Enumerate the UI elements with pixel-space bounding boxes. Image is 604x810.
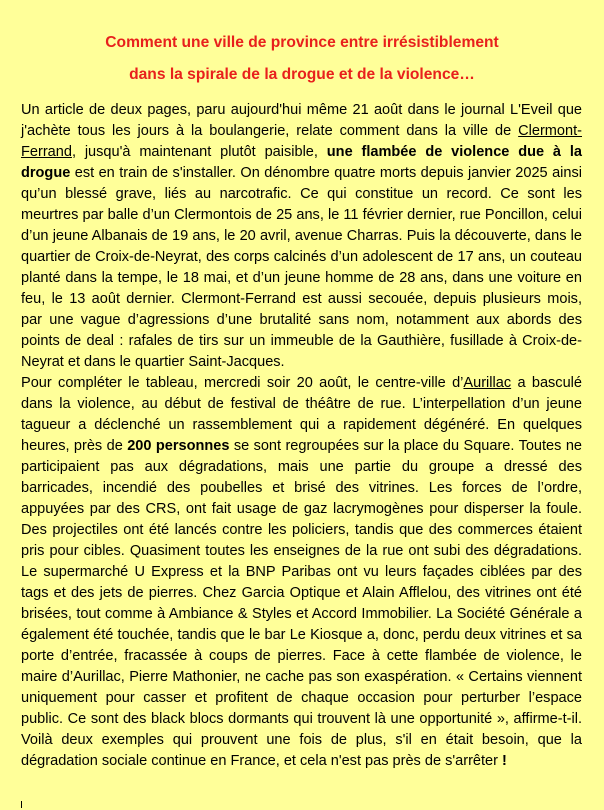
paragraph-1 (21, 100, 582, 373)
p1-text-3: est en train de s'installer. On dénombre quatre morts depuis janvier 2025 ainsi qu’un blessé grave, liés au narcotrafic. Ce qui constitue un record. Ce sont les meurtres par balle d’un Clermontois de 25 ans, le 11 février dernier, rue Poncillon, celui d’un jeune Albanais de 19 ans, le 20 avril, avenue Charras. Puis la découverte, dans le quartier de Croix-de-Neyrat, des corps calcinés d’un adolescent de 17 ans, un couteau planté dans la tempe, le 18 mai, et d’un jeune homme de 28 ans, dans une voiture en feu, le 13 août dernier. Clermont-Ferrand est aussi secouée, depuis plusieurs mois, par une vague d’agressions d’une brutalité sans nom, notamment aux abords des points de deal : rafales de tirs sur un immeuble de la Gauthière, fusillade à Croix-de-Neyrat et dans le quartier Saint-Jacques. (21, 165, 582, 370)
aurillac-link[interactable]: Aurillac (463, 375, 512, 391)
p1-text-2: , jusqu'à maintenant plutôt paisible, (71, 144, 327, 160)
p2-text-1: Pour compléter le tableau, mercredi soir 20 août, le centre-ville d’ (21, 375, 464, 391)
text-cursor-mark (21, 801, 22, 808)
title-line-2: dans la spirale de la drogue et de la violence… (129, 66, 475, 83)
paragraph-2 (21, 373, 582, 772)
p2-exclamation: ! (502, 753, 507, 769)
p2-bold-phrase: 200 personnes (127, 438, 230, 454)
p2-text-3: se sont regroupées sur la place du Square. Toutes ne participaient pas aux dégradations, mais une partie du groupe a dressé des barricades, incendié des poubelles et brisé des vitrines. Les forces de l’ordre, appuyées par des CRS, ont fait usage de gaz lacrymogènes pour disperser la foule. Des projectiles ont été lancés contre les policiers, tandis que des commerces étaient pris pour cibles. Quasiment toutes les enseignes de la rue ont subi des dégradations. Le supermarché U Express et la BNP Paribas ont vu leurs façades ciblées par des tags et des jets de pierres. Chez Garcia Optique et Alain Afflelou, des vitrines ont été brisées, tout comme à Ambiance & Styles et Accord Immobilier. La Société Générale a également été touchée, tandis que le bar Le Kiosque a, donc, perdu deux vitrines et sa porte d’entrée, fracassée à coups de pierres. Face à cette flambée de violence, le maire d’Aurillac, Pierre Mathonier, ne cache pas son exaspération. « Certains viennent uniquement pour casser et profitent de chaque occasion pour perturber l’espace public. Ce sont des black blocs dormants qui trouvent là une opportunité », affirme-t-il. Voilà deux exemples qui prouvent une fois de plus, s'il en était besoin, que la dégradation sociale continue en France, et cela n'est pas près de s'arrêter (21, 438, 582, 769)
p1-text-1: Un article de deux pages, paru aujourd'hui même 21 août dans le journal L'Eveil que j'achète tous les jours à la boulangerie, relate comment dans la ville de (21, 102, 582, 139)
p2-text-2: a basculé dans la violence, au début de festival de théâtre de rue. L’interpellation d’un jeune tagueur a déclenché un rassemblement qui a rapidement dégénéré. En quelques heures, près de (21, 375, 582, 454)
article-body (21, 100, 582, 772)
p1-bold-phrase: une flambée de violence due à la drogue (21, 144, 582, 181)
title-line-1: Comment une ville de province entre irrésistiblement (105, 34, 499, 51)
clermont-ferrand-link[interactable]: Clermont-Ferrand (21, 123, 582, 160)
